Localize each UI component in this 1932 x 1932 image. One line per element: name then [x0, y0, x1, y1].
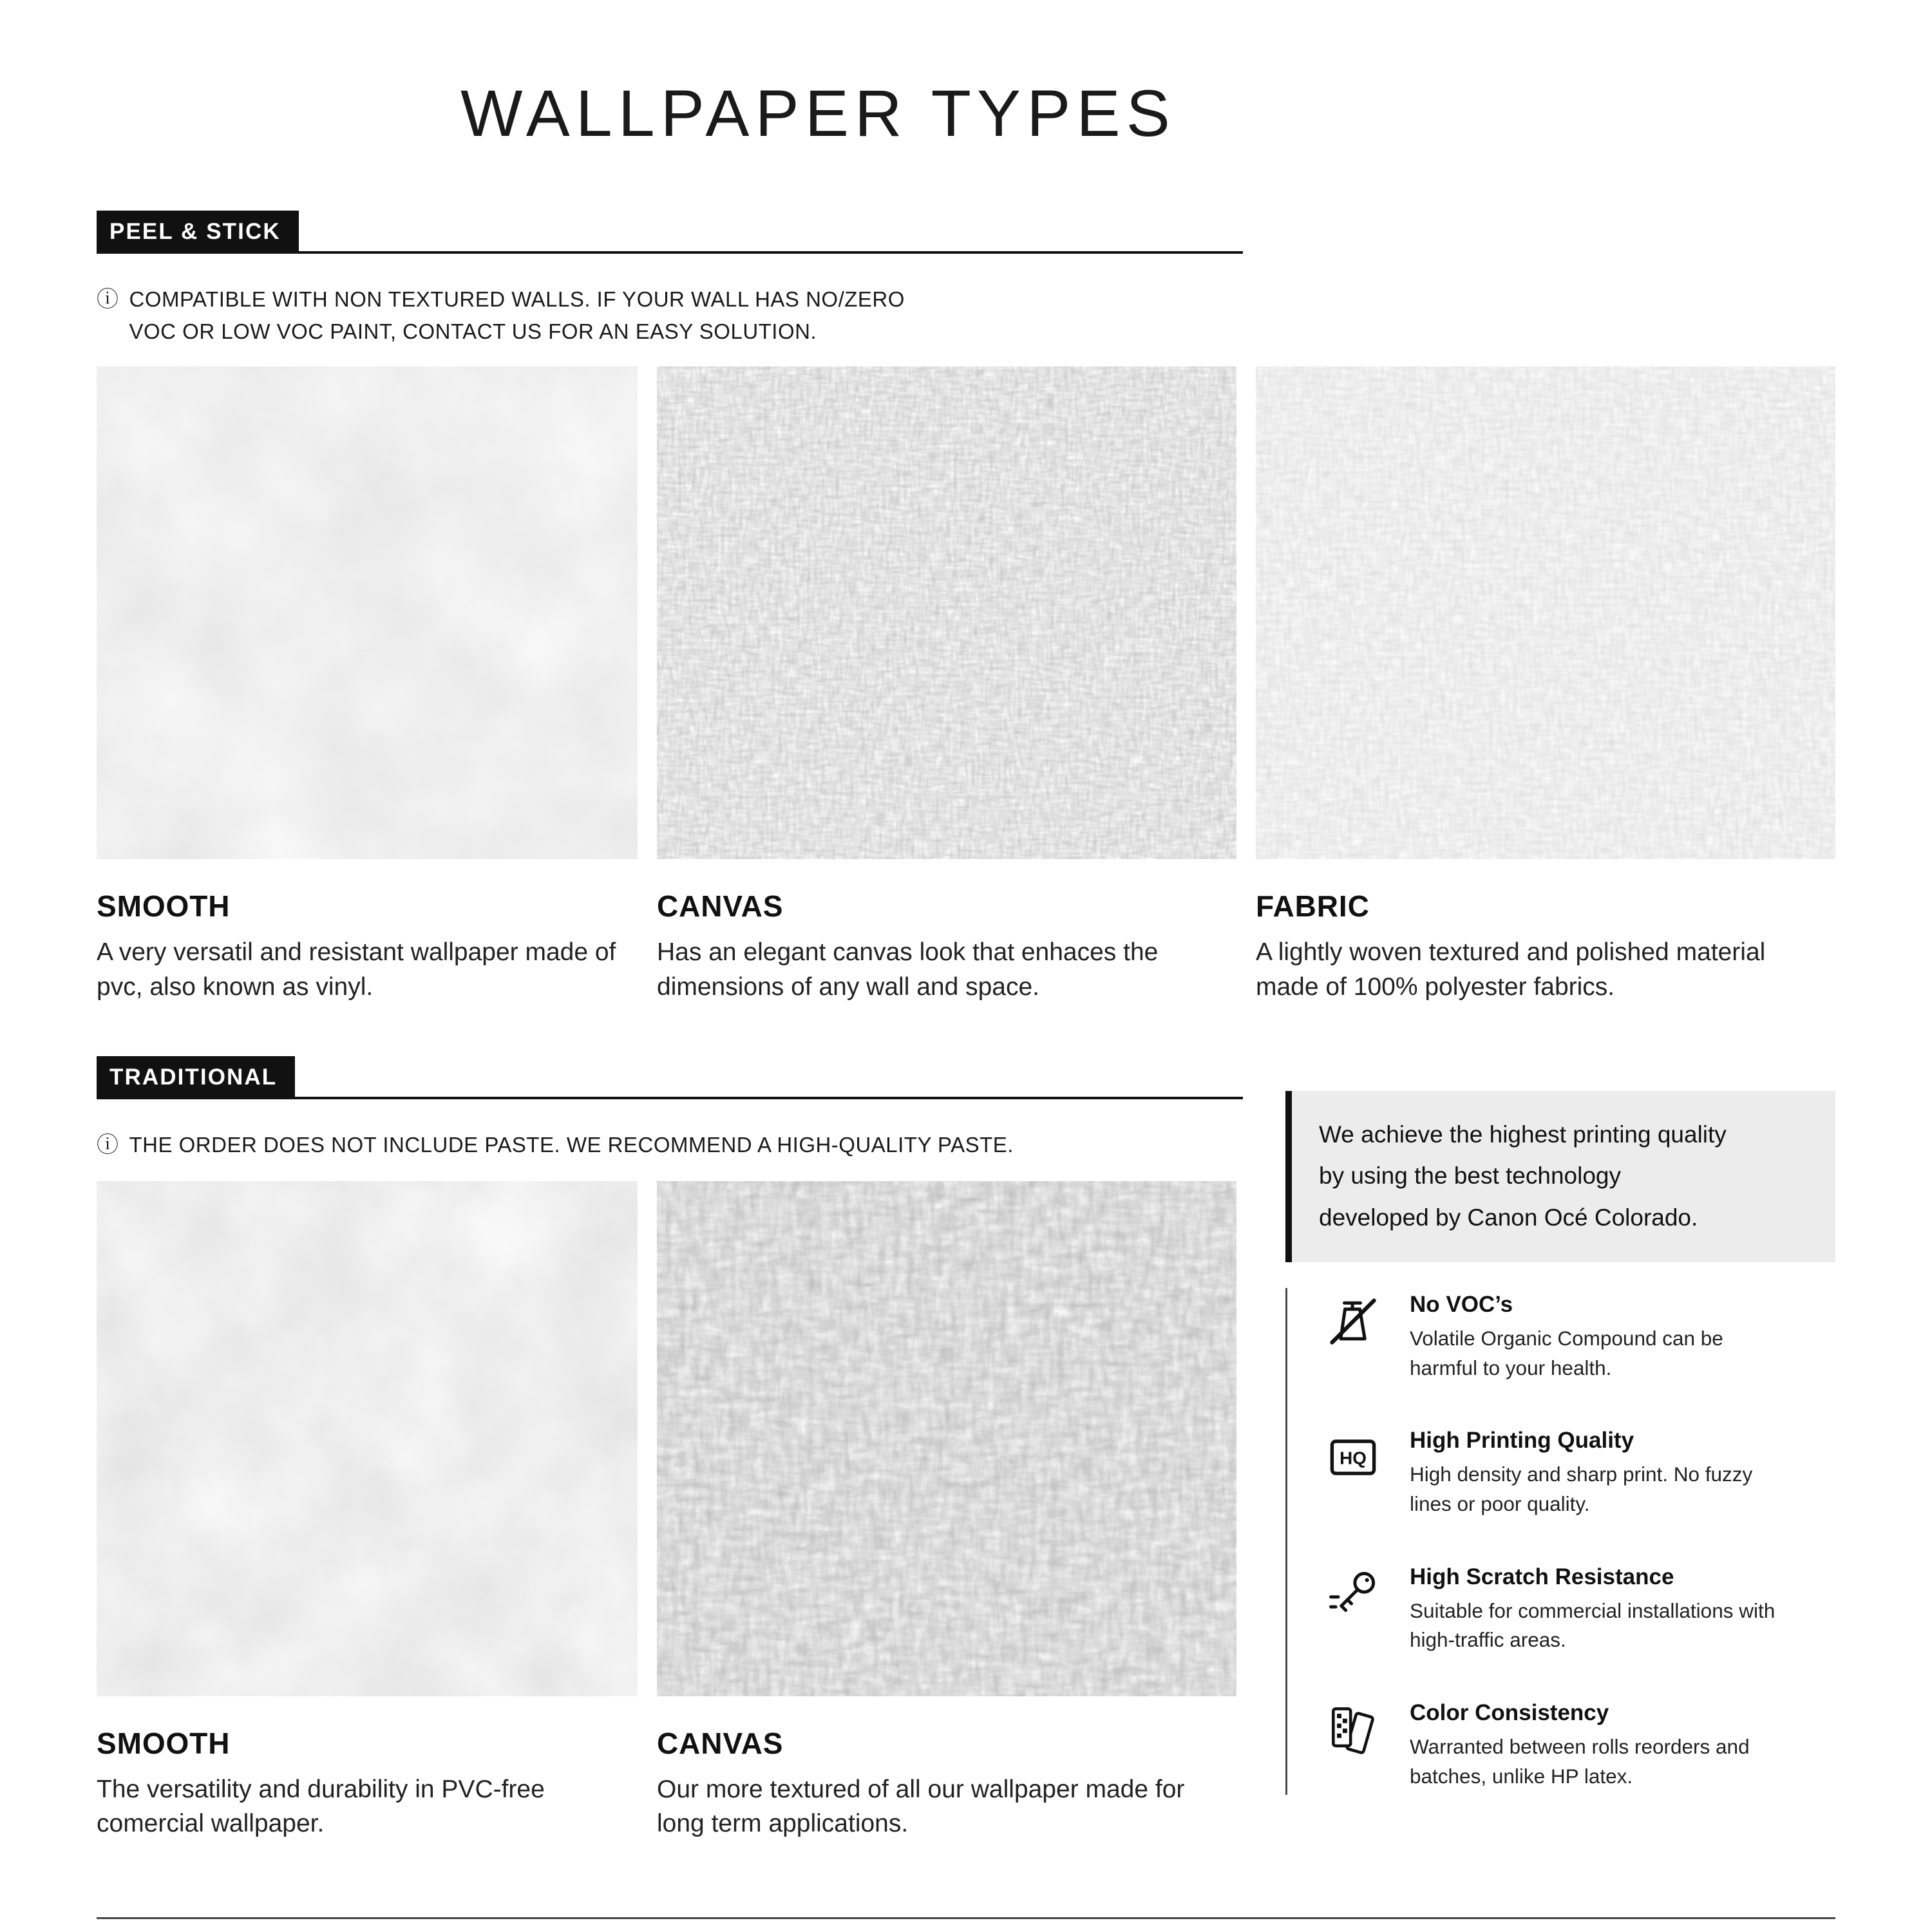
fabric-texture-image [1256, 366, 1835, 859]
feature-desc: Volatile Organic Compound can be harmful to your health. [1410, 1326, 1723, 1379]
peel-swatch-canvas [657, 366, 1236, 1005]
swatch-desc: Our more textured of all our wallpaper made for long term applications. [657, 1775, 1185, 1838]
hq-icon [1323, 1428, 1383, 1487]
peel-stick-badge: PEEL & STICK [97, 211, 299, 251]
feature-text [1410, 1700, 1783, 1791]
traditional-note [97, 1129, 1236, 1162]
feature-desc: Suitable for commercial installations with high-traffic areas. [1410, 1598, 1776, 1652]
traditional-swatch-grid [97, 1181, 1236, 1842]
key-icon [1323, 1564, 1383, 1624]
feature-color-consistency [1323, 1700, 1835, 1791]
traditional-note-text [129, 1129, 1014, 1162]
swatch-name: CANVAS [657, 1726, 784, 1760]
traditional-note-line1: THE ORDER DOES NOT INCLUDE PASTE. WE RECOMMEND A HIGH-QUALITY PASTE. [129, 1132, 1014, 1157]
peel-note [97, 283, 1835, 347]
swatch-desc: Has an elegant canvas look that enhaces the dimensions of any wall and space. [657, 938, 1159, 1001]
peel-swatch-grid [97, 366, 1835, 1005]
swatch-name: FABRIC [1256, 889, 1370, 923]
feature-text [1410, 1564, 1783, 1655]
peel-note-line2: VOC OR LOW VOC PAINT, CONTACT US FOR AN EASY SOLUTION. [129, 319, 817, 343]
feature-text [1410, 1292, 1783, 1383]
canvas-texture-image [657, 1181, 1236, 1696]
traditional-badge: TRADITIONAL [97, 1056, 295, 1097]
swatch-caption [657, 1726, 1236, 1842]
feature-desc: High density and sharp print. No fuzzy lines or poor quality. [1410, 1463, 1753, 1515]
feature-title: High Scratch Resistance [1410, 1564, 1674, 1589]
feature-desc: Warranted between rolls reorders and batches, unlike HP latex. [1410, 1734, 1750, 1788]
traditional-swatch-canvas [657, 1181, 1236, 1842]
hq-icon-label: HQ [1340, 1448, 1367, 1468]
section-peel-and-stick [97, 211, 1835, 1005]
smooth-texture-image [97, 1181, 638, 1696]
quality-aside [1285, 1005, 1835, 1795]
swatch-name: SMOOTH [97, 889, 231, 923]
swatch-name: CANVAS [657, 889, 784, 923]
smooth-texture-image [97, 366, 638, 859]
info-icon: ⓘ [97, 287, 119, 312]
peel-swatch-fabric [1256, 366, 1835, 1005]
swatch-caption [97, 1726, 638, 1842]
traditional-section-rule [97, 1056, 1243, 1099]
feature-no-voc [1323, 1292, 1835, 1383]
traditional-column [97, 1005, 1236, 1842]
peel-swatch-smooth [97, 366, 638, 1005]
bottom-divider [97, 1917, 1835, 1919]
feature-high-printing-quality [1323, 1428, 1835, 1519]
swatch-desc: A lightly woven textured and polished material made of 100% polyester fabrics. [1256, 938, 1766, 1001]
feature-high-scratch-resistance [1323, 1564, 1835, 1655]
peel-section-rule [97, 211, 1243, 254]
traditional-swatch-smooth [97, 1181, 638, 1842]
info-icon: ⓘ [97, 1132, 119, 1157]
swatch-desc: A very versatil and resistant wallpaper made of pvc, also known as vinyl. [97, 938, 616, 1001]
swatch-name: SMOOTH [97, 1726, 231, 1760]
swatch-caption [657, 889, 1236, 1005]
page-title: WALLPAPER TYPES [460, 77, 1176, 150]
peel-note-text [129, 283, 905, 347]
section-traditional [97, 1056, 1236, 1842]
printing-quality-callout [1285, 1091, 1835, 1262]
bottom-area [97, 1005, 1835, 1842]
no-voc-icon [1323, 1292, 1383, 1351]
swatch-caption [1256, 889, 1835, 1005]
swatch-desc: The versatility and durability in PVC-free comercial wallpaper. [97, 1775, 545, 1838]
swatchbook-icon [1323, 1700, 1383, 1759]
feature-text [1410, 1428, 1783, 1519]
feature-title: Color Consistency [1410, 1700, 1609, 1725]
swatch-caption [97, 889, 638, 1005]
features-list [1285, 1288, 1835, 1795]
printing-quality-text: We achieve the highest printing quality by using the best technology developed by Canon Océ Colorado. [1319, 1121, 1727, 1231]
canvas-texture-image [657, 366, 1236, 859]
feature-title: No VOC’s [1410, 1291, 1513, 1317]
peel-note-line1: COMPATIBLE WITH NON TEXTURED WALLS. IF YOUR WALL HAS NO/ZERO [129, 287, 905, 311]
feature-title: High Printing Quality [1410, 1428, 1634, 1454]
